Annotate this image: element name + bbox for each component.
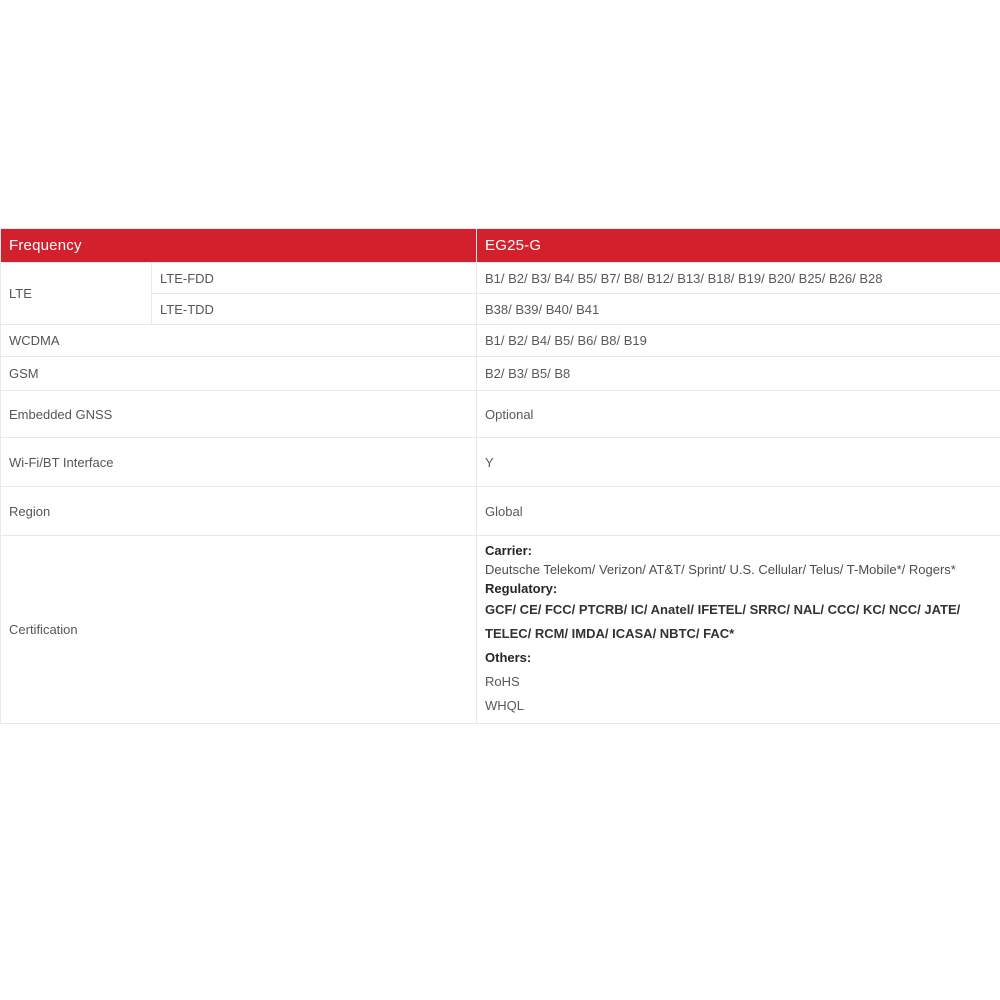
cert-others-rohs: RoHS (485, 674, 520, 689)
table-row-certification (1, 536, 1000, 724)
table-row-lte-fdd (1, 263, 1000, 294)
row-label-certification: Certification (1, 536, 477, 724)
row-label-embedded-gnss: Embedded GNSS (1, 391, 477, 438)
row-value-lte-fdd: B1/ B2/ B3/ B4/ B5/ B7/ B8/ B12/ B13/ B18/ B19/ B20/ B25/ B26/ B28 (477, 263, 1000, 294)
row-value-wcdma: B1/ B2/ B4/ B5/ B6/ B8/ B19 (477, 325, 1000, 357)
frequency-spec-table (0, 228, 1000, 724)
cert-regulatory-heading: Regulatory: (485, 581, 558, 596)
row-sublabel-lte-fdd: LTE-FDD (152, 263, 477, 294)
header-cell-model: EG25-G (477, 229, 1000, 263)
row-value-gsm: B2/ B3/ B5/ B8 (477, 357, 1000, 391)
table-header-row (1, 229, 1000, 263)
table-row-wcdma (1, 325, 1000, 357)
row-label-wcdma: WCDMA (1, 325, 477, 357)
row-sublabel-lte-tdd: LTE-TDD (152, 294, 477, 325)
cert-regulatory-list-line2: TELEC/ RCM/ IMDA/ ICASA/ NBTC/ FAC* (485, 626, 735, 641)
row-value-certification (477, 536, 1000, 724)
cert-carrier-list: Deutsche Telekom/ Verizon/ AT&T/ Sprint/ U.S. Cellular/ Telus/ T-Mobile*/ Rogers* (485, 562, 956, 577)
table-row-region (1, 487, 1000, 536)
cert-others-heading: Others: (485, 650, 532, 665)
row-value-embedded-gnss: Optional (477, 391, 1000, 438)
cert-carrier-heading: Carrier: (485, 543, 532, 558)
row-label-region: Region (1, 487, 477, 536)
row-label-lte: LTE (1, 263, 152, 325)
header-cell-frequency: Frequency (1, 229, 477, 263)
row-value-wifi-bt: Y (477, 438, 1000, 487)
cert-others-whql: WHQL (485, 698, 525, 713)
row-value-region: Global (477, 487, 1000, 536)
table-row-embedded-gnss (1, 391, 1000, 438)
top-whitespace (0, 0, 1000, 228)
table-row-gsm (1, 357, 1000, 391)
cert-regulatory-list-line1: GCF/ CE/ FCC/ PTCRB/ IC/ Anatel/ IFETEL/ SRRC/ NAL/ CCC/ KC/ NCC/ JATE/ (485, 602, 961, 617)
table-row-wifi-bt (1, 438, 1000, 487)
row-label-gsm: GSM (1, 357, 477, 391)
row-label-wifi-bt: Wi-Fi/BT Interface (1, 438, 477, 487)
row-value-lte-tdd: B38/ B39/ B40/ B41 (477, 294, 1000, 325)
